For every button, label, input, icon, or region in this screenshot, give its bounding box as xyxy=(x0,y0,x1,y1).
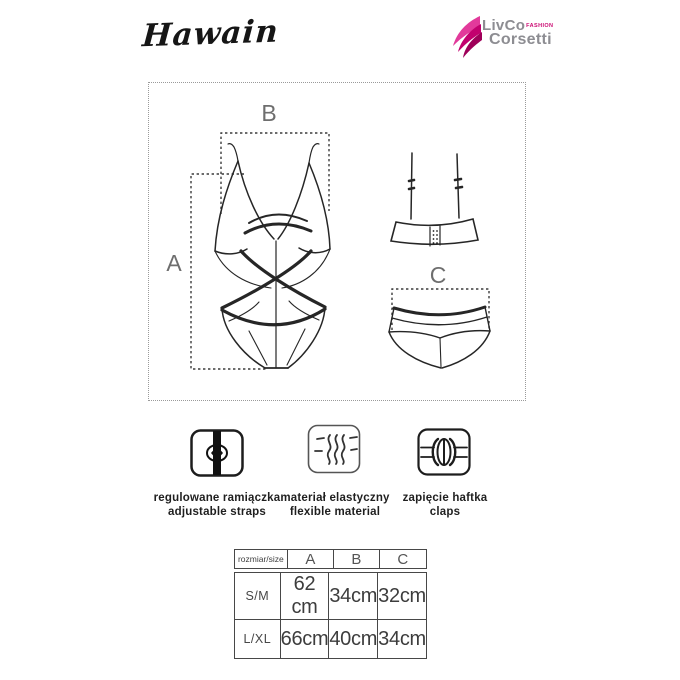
value-cell: 32cm xyxy=(378,573,427,620)
table-row xyxy=(235,620,427,659)
brand-logo xyxy=(452,13,552,63)
brand-name-bottom: Corsetti xyxy=(489,31,552,48)
strap-adjuster-icon xyxy=(190,429,244,482)
product-name: Hawain xyxy=(141,13,280,55)
wing-icon xyxy=(452,15,482,59)
caption-en: adjustable straps xyxy=(168,506,266,518)
hook-clasp-icon xyxy=(417,428,471,481)
measure-rect-a xyxy=(191,174,268,369)
size-table-header xyxy=(234,549,427,569)
size-cell: L/XL xyxy=(235,620,281,659)
brand-tagline: FASHION xyxy=(526,23,554,29)
value-cell: 62 cm xyxy=(280,573,329,620)
table-corner-cell: rozmiar/size xyxy=(235,550,288,569)
size-cell: S/M xyxy=(235,573,281,620)
brand-name-top: LivCo xyxy=(482,17,526,34)
caption-en: claps xyxy=(429,506,461,518)
elastic-material-icon xyxy=(307,424,361,479)
bodysuit-drawing xyxy=(215,144,330,368)
diagram-box xyxy=(148,82,526,401)
caption-pl: regulowane ramiączka xyxy=(153,492,281,504)
value-cell: 34cm xyxy=(378,620,427,659)
panty-drawing xyxy=(389,307,490,368)
value-cell: 66cm xyxy=(280,620,329,659)
table-col-b: B xyxy=(334,550,379,569)
caption-en: flexible material xyxy=(289,506,381,518)
caption-pl: zapięcie haftka xyxy=(402,492,488,504)
garment-diagram xyxy=(149,83,524,399)
table-row xyxy=(235,573,427,620)
feature-caption-clasp xyxy=(365,491,525,519)
bra-band-drawing xyxy=(391,153,478,246)
measure-label-a: A xyxy=(166,250,182,276)
brand-text xyxy=(482,19,553,47)
size-table-body xyxy=(234,572,427,659)
measure-label-b: B xyxy=(261,100,277,126)
table-col-c: C xyxy=(379,550,426,569)
table-col-a: A xyxy=(287,550,333,569)
measure-label-c: C xyxy=(429,262,447,288)
value-cell: 40cm xyxy=(329,620,378,659)
value-cell: 34cm xyxy=(329,573,378,620)
size-table xyxy=(234,549,427,659)
caption-pl: materiał elastyczny xyxy=(280,492,390,504)
